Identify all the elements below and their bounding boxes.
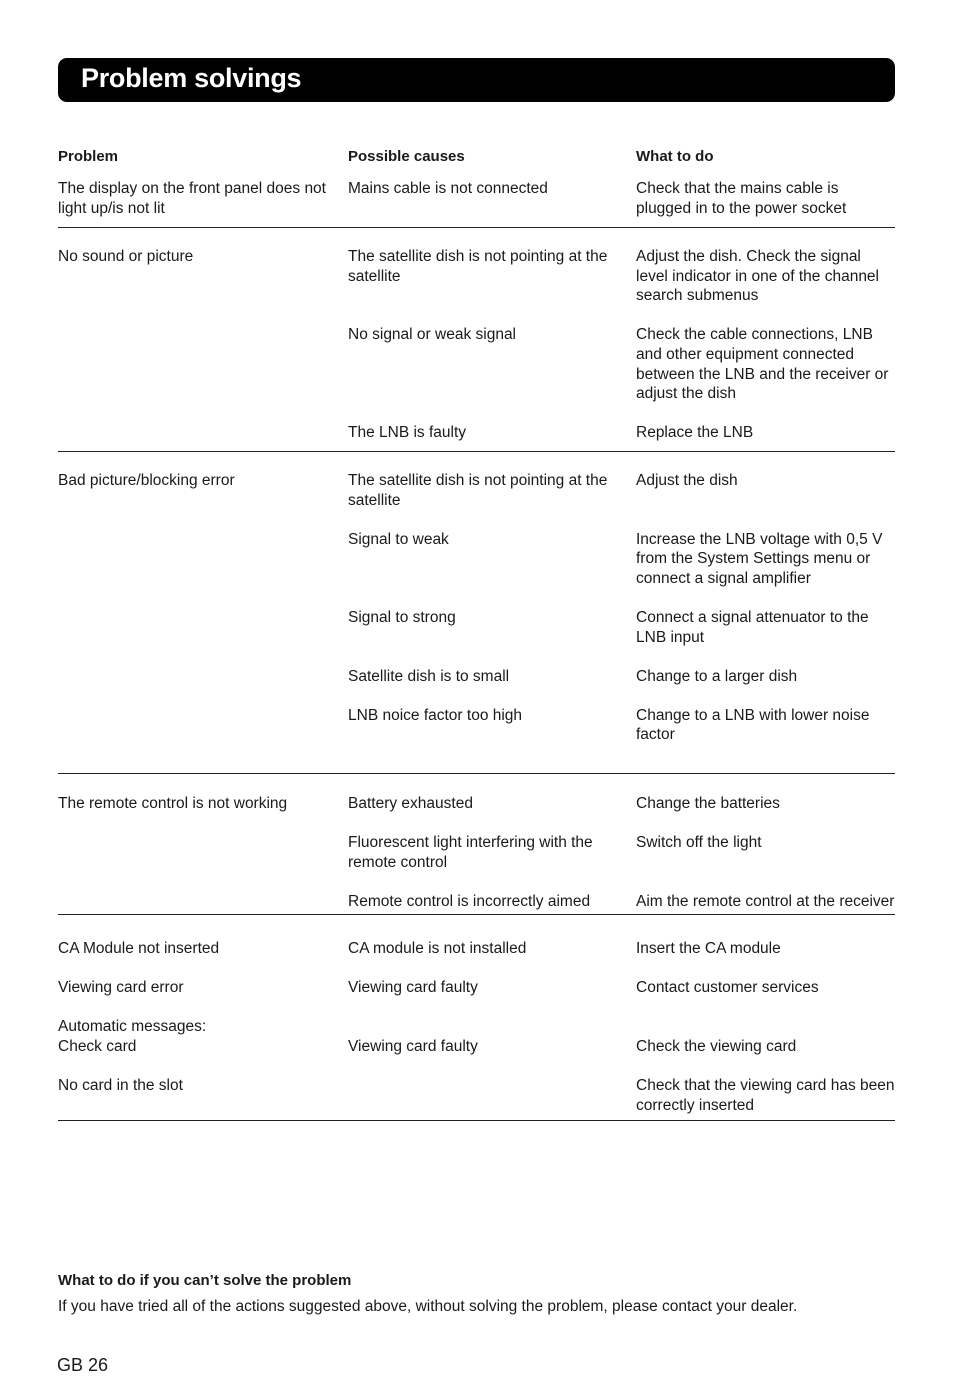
problem-cell: No card in the slot: [58, 1077, 183, 1095]
problem-group: [58, 178, 895, 228]
problem-cell: [58, 833, 348, 872]
problem-cell: [58, 423, 348, 443]
problem-cell: The display on the front panel does not light up/is not lit: [58, 180, 326, 217]
problem-group: [58, 452, 895, 774]
action-cell: Adjust the dish. Check the signal level indicator in one of the channel search submenus: [636, 248, 879, 305]
table-row: [58, 833, 895, 872]
cause-cell: Signal to strong: [348, 608, 456, 626]
table-row: [58, 794, 895, 814]
problem-cell: The remote control is not working: [58, 794, 288, 812]
table-row: [58, 325, 895, 403]
action-cell: Insert the CA module: [636, 940, 781, 958]
action-cell: Aim the remote control at the receiver: [636, 892, 895, 910]
table-row: [58, 179, 895, 218]
header-action: What to do: [636, 148, 714, 165]
cause-cell: LNB noice factor too high: [348, 706, 523, 724]
title-bar: [58, 58, 895, 102]
action-cell: Check the cable connections, LNB and other equipment connected between the LNB and the receiver or adjust the dish: [636, 326, 889, 403]
cause-cell: The LNB is faulty: [348, 424, 467, 442]
cause-cell: The satellite dish is not pointing at the satellite: [348, 248, 608, 285]
action-cell: Check that the mains cable is plugged in to the power socket: [636, 180, 847, 217]
table-row: [58, 706, 895, 745]
table-body: [58, 178, 895, 1121]
problem-cell: [58, 530, 348, 589]
problem-group: [58, 915, 895, 1121]
action-cell: Change to a larger dish: [636, 667, 798, 685]
action-cell: Switch off the light: [636, 833, 762, 851]
problem-group: [58, 774, 895, 915]
action-cell: Connect a signal attenuator to the LNB input: [636, 608, 869, 646]
cause-cell: Mains cable is not connected: [348, 180, 548, 197]
problem-cell: [58, 706, 348, 745]
problem-cell: [58, 608, 348, 647]
footer-heading: What to do if you can’t solve the problem: [58, 1272, 352, 1289]
problem-group: [58, 228, 895, 452]
problem-cell: CA Module not inserted: [58, 940, 220, 958]
table-row: [58, 667, 895, 687]
problem-cell: Automatic messages: Check card: [58, 1018, 207, 1056]
cause-cell: No signal or weak signal: [348, 326, 517, 344]
table-row: [58, 471, 895, 510]
cause-cell: Signal to weak: [348, 530, 449, 548]
action-cell: Check that the viewing card has been correctly inserted: [636, 1077, 895, 1114]
table-row: [58, 530, 895, 589]
cause-cell: Viewing card faulty: [348, 1038, 478, 1056]
page-title: Problem solvings: [81, 63, 302, 93]
table-row: [58, 978, 895, 998]
action-cell: Replace the LNB: [636, 424, 754, 442]
problem-cell: Bad picture/blocking error: [58, 471, 235, 489]
problem-cell: [58, 667, 348, 687]
action-cell: Contact customer services: [636, 979, 819, 997]
table-header: [58, 148, 895, 178]
cause-cell: Battery exhausted: [348, 794, 473, 812]
cause-cell: Satellite dish is to small: [348, 667, 510, 685]
action-cell: Check the viewing card: [636, 1038, 797, 1056]
cause-cell: Fluorescent light interfering with the remote control: [348, 833, 593, 871]
problem-cell: [58, 325, 348, 403]
page-number: GB 26: [57, 1355, 109, 1375]
action-cell: Change the batteries: [636, 794, 780, 812]
action-cell: Change to a LNB with lower noise factor: [636, 706, 870, 744]
table-row: [58, 247, 895, 306]
table-row: [58, 939, 895, 959]
header-causes: Possible causes: [348, 148, 465, 165]
table-row: [58, 1017, 895, 1056]
troubleshooting-table: [58, 148, 895, 1121]
cause-cell: Viewing card faulty: [348, 979, 478, 997]
action-cell: Increase the LNB voltage with 0,5 V from the System Settings menu or connect a signal amplifier: [636, 530, 883, 587]
table-row: [58, 892, 895, 912]
table-row: [58, 608, 895, 647]
header-problem: Problem: [58, 148, 119, 165]
cause-cell: CA module is not installed: [348, 940, 527, 958]
table-row: [58, 1076, 895, 1115]
cause-cell: [348, 1076, 636, 1115]
action-cell: Adjust the dish: [636, 471, 738, 489]
cause-cell: Remote control is incorrectly aimed: [348, 892, 591, 910]
problem-cell: [58, 892, 348, 912]
problem-cell: No sound or picture: [58, 248, 194, 266]
cause-cell: The satellite dish is not pointing at the satellite: [348, 471, 608, 509]
problem-cell: Viewing card error: [58, 979, 184, 997]
footer-text: If you have tried all of the actions suggested above, without solving the problem, please contact your dealer.: [58, 1298, 798, 1315]
table-row: [58, 423, 895, 443]
